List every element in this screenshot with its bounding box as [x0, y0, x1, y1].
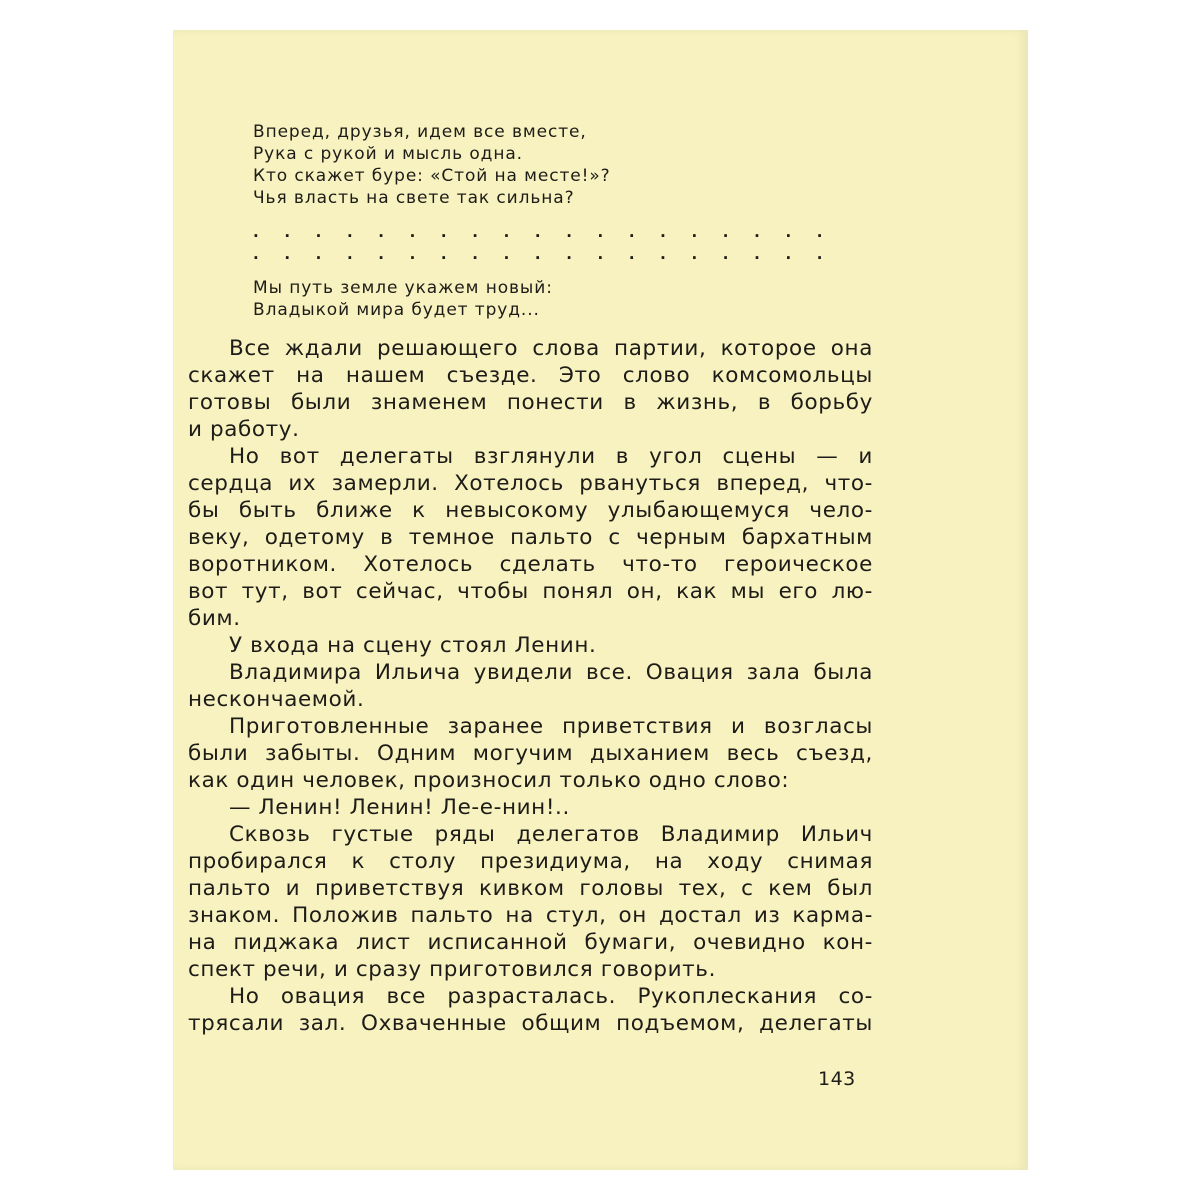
- book-page: [173, 30, 1028, 1170]
- text-line: бим.: [188, 606, 241, 631]
- page-number: 143: [818, 1068, 856, 1090]
- text-line: Но овация все разрасталась. Рукоплескания со-: [229, 984, 873, 1009]
- text-line: пробирался к столу президиума, на ходу снимая: [188, 849, 873, 874]
- text-line: как один человек, произносил только одно слово:: [188, 768, 790, 793]
- text-line: Сквозь густые ряды делегатов Владимир Ильич: [229, 822, 873, 847]
- text-line: вот тут, вот сейчас, чтобы понял он, как мы его лю-: [188, 579, 873, 604]
- text-line: трясали зал. Охваченные общим подъемом, делегаты: [188, 1011, 873, 1036]
- poem-line: Рука с рукой и мысль одна.: [253, 144, 523, 164]
- text-line: Но вот делегаты взглянули в угол сцены — и: [229, 444, 873, 469]
- text-line: знаком. Положив пальто на стул, он достал из карма-: [188, 903, 873, 928]
- text-line: бы быть ближе к невысокому улыбающемуся чело-: [188, 498, 873, 523]
- text-line: на пиджака лист исписанной бумаги, очевидно кон-: [188, 930, 873, 955]
- poem-epigraph: [253, 121, 833, 321]
- poem-line: Вперед, друзья, идем все вместе,: [253, 122, 587, 142]
- text-line: пальто и приветствуя кивком головы тех, с кем был: [188, 876, 873, 901]
- text-line: и работу.: [188, 417, 300, 442]
- text-line: были забыты. Одним могучим дыханием весь съезд,: [188, 741, 873, 766]
- text-line: воротником. Хотелось сделать что-то героическое: [188, 552, 873, 577]
- text-line: нескончаемой.: [188, 687, 365, 712]
- text-line: Владимира Ильича увидели все. Овация зала была: [229, 660, 873, 685]
- prose-text: [188, 335, 873, 1037]
- poem-ellipsis-row: . . . . . . . . . . . . . . . . . . .: [253, 223, 833, 241]
- text-line: У входа на сцену стоял Ленин.: [229, 633, 597, 658]
- text-line: веку, одетому в темное пальто с черным бархатным: [188, 525, 873, 550]
- text-line: — Ленин! Ленин! Ле-е-нин!..: [229, 795, 570, 820]
- poem-line: Чья власть на свете так сильна?: [253, 188, 575, 208]
- text-line: сердца их замерли. Хотелось рвануться вперед, что-: [188, 471, 873, 496]
- text-line: скажет на нашем съезде. Это слово комсомольцы: [188, 363, 873, 388]
- poem-line: Кто скажет буре: «Стой на месте!»?: [253, 166, 611, 186]
- text-line: спект речи, и сразу приготовился говорить.: [188, 957, 717, 982]
- text-line: Все ждали решающего слова партии, которое она: [229, 336, 873, 361]
- poem-line: Мы путь земле укажем новый:: [253, 278, 553, 298]
- text-line: готовы были знаменем понести в жизнь, в борьбу: [188, 390, 873, 415]
- poem-line: Владыкой мира будет труд...: [253, 300, 540, 320]
- text-line: Приготовленные заранее приветствия и возгласы: [229, 714, 873, 739]
- poem-ellipsis-row: . . . . . . . . . . . . . . . . . . .: [253, 245, 833, 263]
